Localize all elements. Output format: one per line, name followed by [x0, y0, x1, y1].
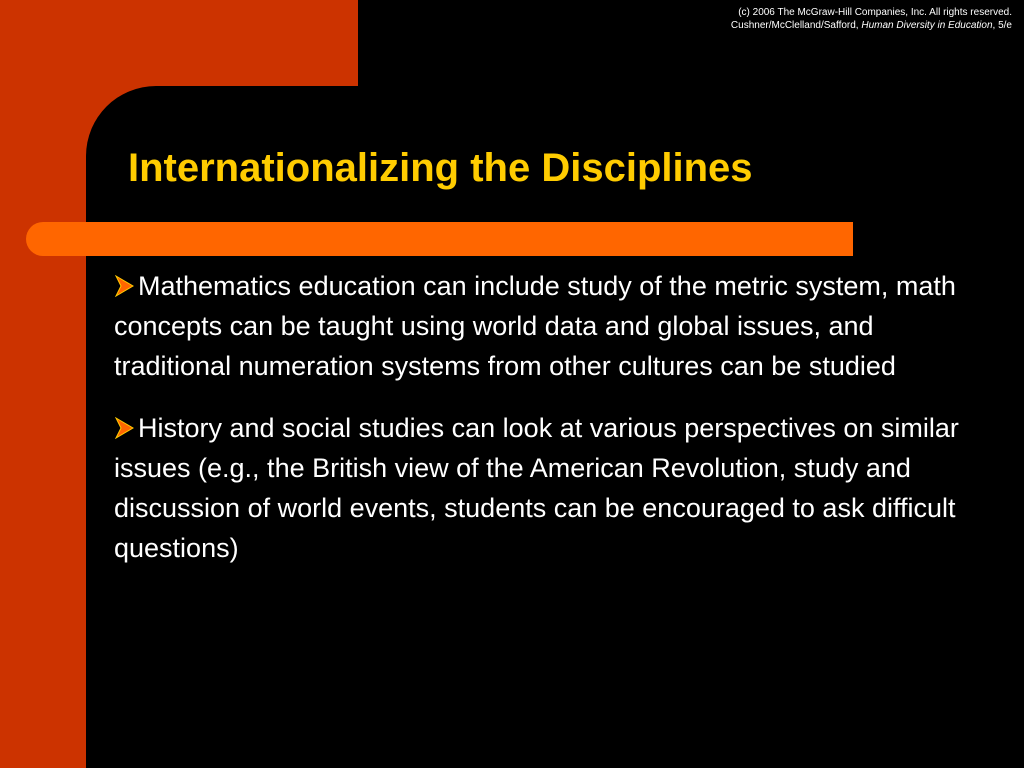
bullet-text: History and social studies can look at various perspectives on similar issues (e.g., the British view of the American Revolution, study and discussion of world events, students can be encouraged to ask difficult questions) — [114, 413, 959, 563]
citation-line — [731, 19, 1012, 32]
citation-authors: Cushner/McClelland/Safford, — [730, 20, 862, 31]
top-frame-panel — [0, 0, 358, 86]
arrowhead-bullet-icon — [114, 408, 138, 448]
copyright-notice — [731, 6, 1012, 32]
bullet-item-history — [114, 408, 984, 568]
bullet-list — [114, 266, 984, 590]
citation-edition: , 5/e — [992, 20, 1012, 31]
title-underline-bar — [26, 222, 853, 256]
slide-title: Internationalizing the Disciplines — [128, 146, 753, 190]
arrowhead-bullet-icon — [114, 266, 138, 306]
copyright-line: (c) 2006 The McGraw-Hill Companies, Inc. All rights reserved. — [738, 7, 1012, 18]
citation-book-title: Human Diversity in Education — [861, 20, 993, 31]
left-frame-panel — [0, 0, 86, 768]
bullet-item-mathematics — [114, 266, 984, 386]
bullet-text: Mathematics education can include study of the metric system, math concepts can be taught using world data and global issues, and traditional numeration systems from other cultures can be studied — [114, 271, 956, 381]
